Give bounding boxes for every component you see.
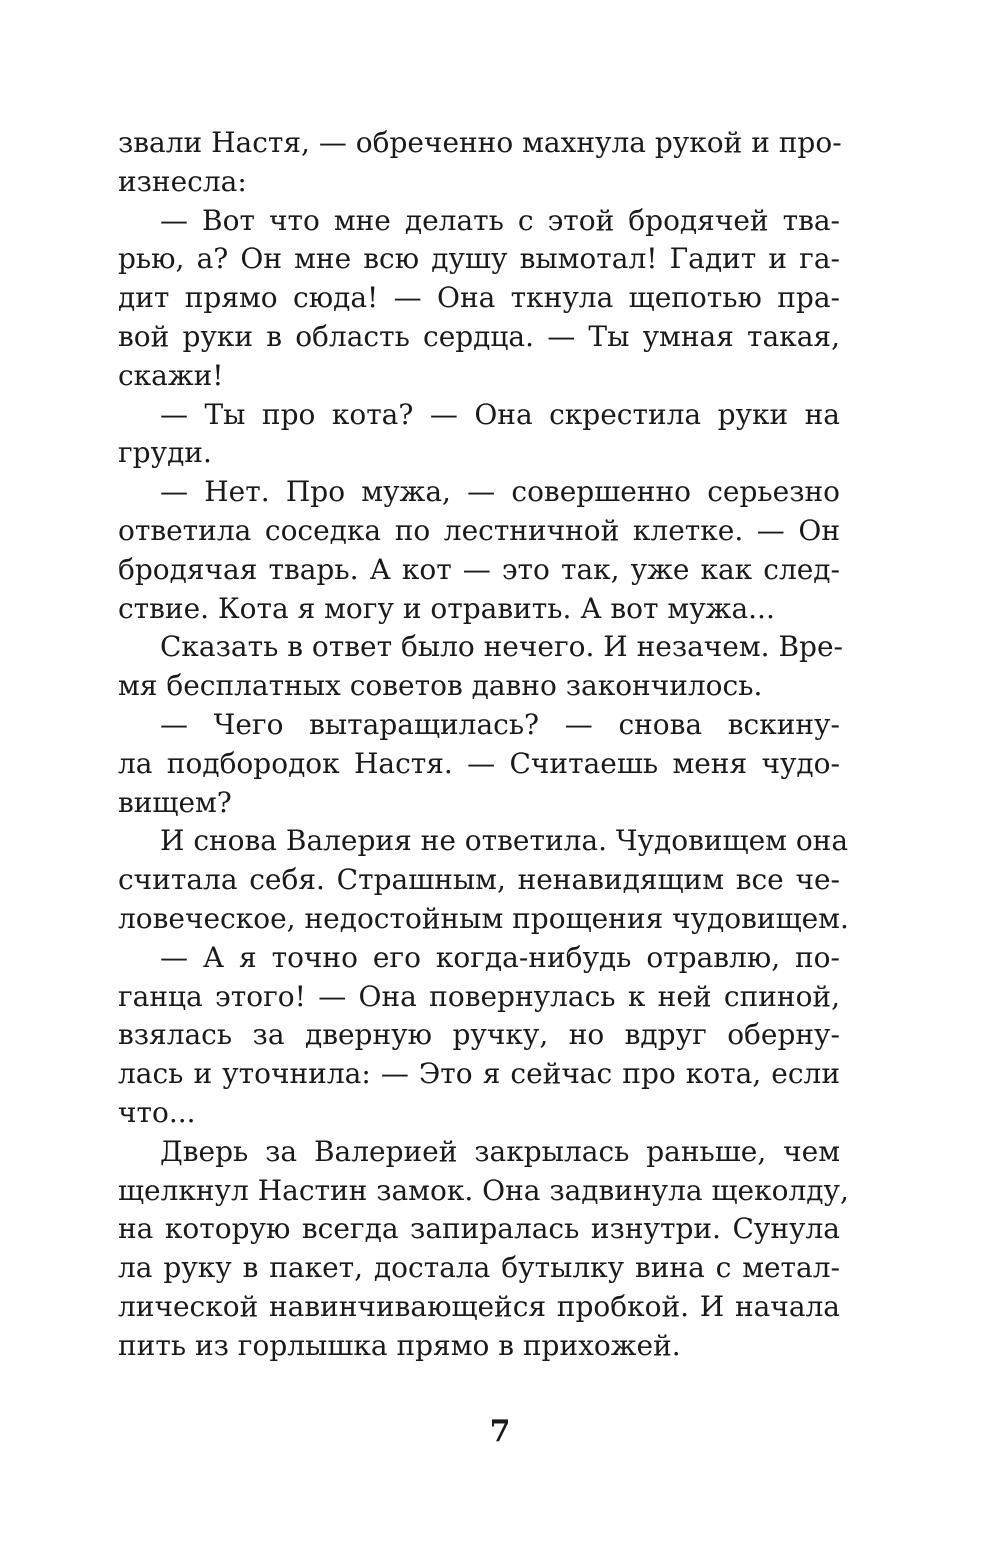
text-line: — Чего вытаращилась? — снова вскину- <box>160 707 840 741</box>
page-number: 7 <box>489 1414 511 1449</box>
text-line: вищем? <box>118 785 232 819</box>
text-line: — Вот что мне делать с этой бродячей тва- <box>160 203 840 237</box>
text-line: на которую всегда запиралась изнутри. Сунула <box>118 1212 840 1246</box>
text-line: груди. <box>118 436 212 470</box>
body-text <box>118 124 849 1366</box>
text-line: ловеческое, недостойным прощения чудовищем. <box>118 901 849 935</box>
text-line: ствие. Кота я могу и отравить. А вот мужа... <box>118 591 775 625</box>
text-line: дит прямо сюда! — Она ткнула щепотью пра- <box>118 281 840 315</box>
text-line: считала себя. Страшным, ненавидящим все че- <box>118 863 840 897</box>
text-line: лась и уточнила: — Это я сейчас про кота, если <box>118 1057 840 1091</box>
text-line: Сказать в ответ было нечего. И незачем. Вре- <box>160 630 843 664</box>
text-line: изнесла: <box>118 164 247 198</box>
text-line: — Ты про кота? — Она скрестила руки на <box>160 397 840 431</box>
text-line: И снова Валерия не ответила. Чудовищем она <box>160 824 849 858</box>
text-line: Дверь за Валерией закрылась раньше, чем <box>160 1134 840 1168</box>
text-line: взялась за дверную ручку, но вдруг оберну- <box>118 1018 840 1052</box>
text-line: что... <box>118 1095 196 1129</box>
text-line: вой руки в область сердца. — Ты умная такая, <box>118 319 840 353</box>
text-line: мя бесплатных советов давно закончилось. <box>118 669 763 703</box>
text-line: ла подбородок Настя. — Считаешь меня чудо- <box>118 746 840 780</box>
text-line: звали Настя, — обреченно махнула рукой и про- <box>118 126 842 159</box>
text-line: бродячая тварь. А кот — это так, уже как след- <box>118 552 840 586</box>
text-line: рью, а? Он мне всю душу вымотал! Гадит и га- <box>118 242 840 276</box>
text-line: — А я точно его когда-нибудь отравлю, по- <box>160 940 840 974</box>
text-line: ганца этого! — Она повернулась к ней спиной, <box>118 979 840 1013</box>
text-line: скажи! <box>118 358 224 392</box>
text-line: ла руку в пакет, достала бутылку вина с метал- <box>118 1251 840 1285</box>
text-line: лической навинчивающейся пробкой. И начала <box>118 1289 840 1323</box>
text-line: — Нет. Про мужа, — совершенно серьезно <box>160 475 840 509</box>
text-line: щелкнул Настин замок. Она задвинула щеколду, <box>118 1173 849 1207</box>
text-line: ответила соседка по лестничной клетке. — Он <box>118 513 840 547</box>
text-line: пить из горлышка прямо в прихожей. <box>118 1328 681 1362</box>
